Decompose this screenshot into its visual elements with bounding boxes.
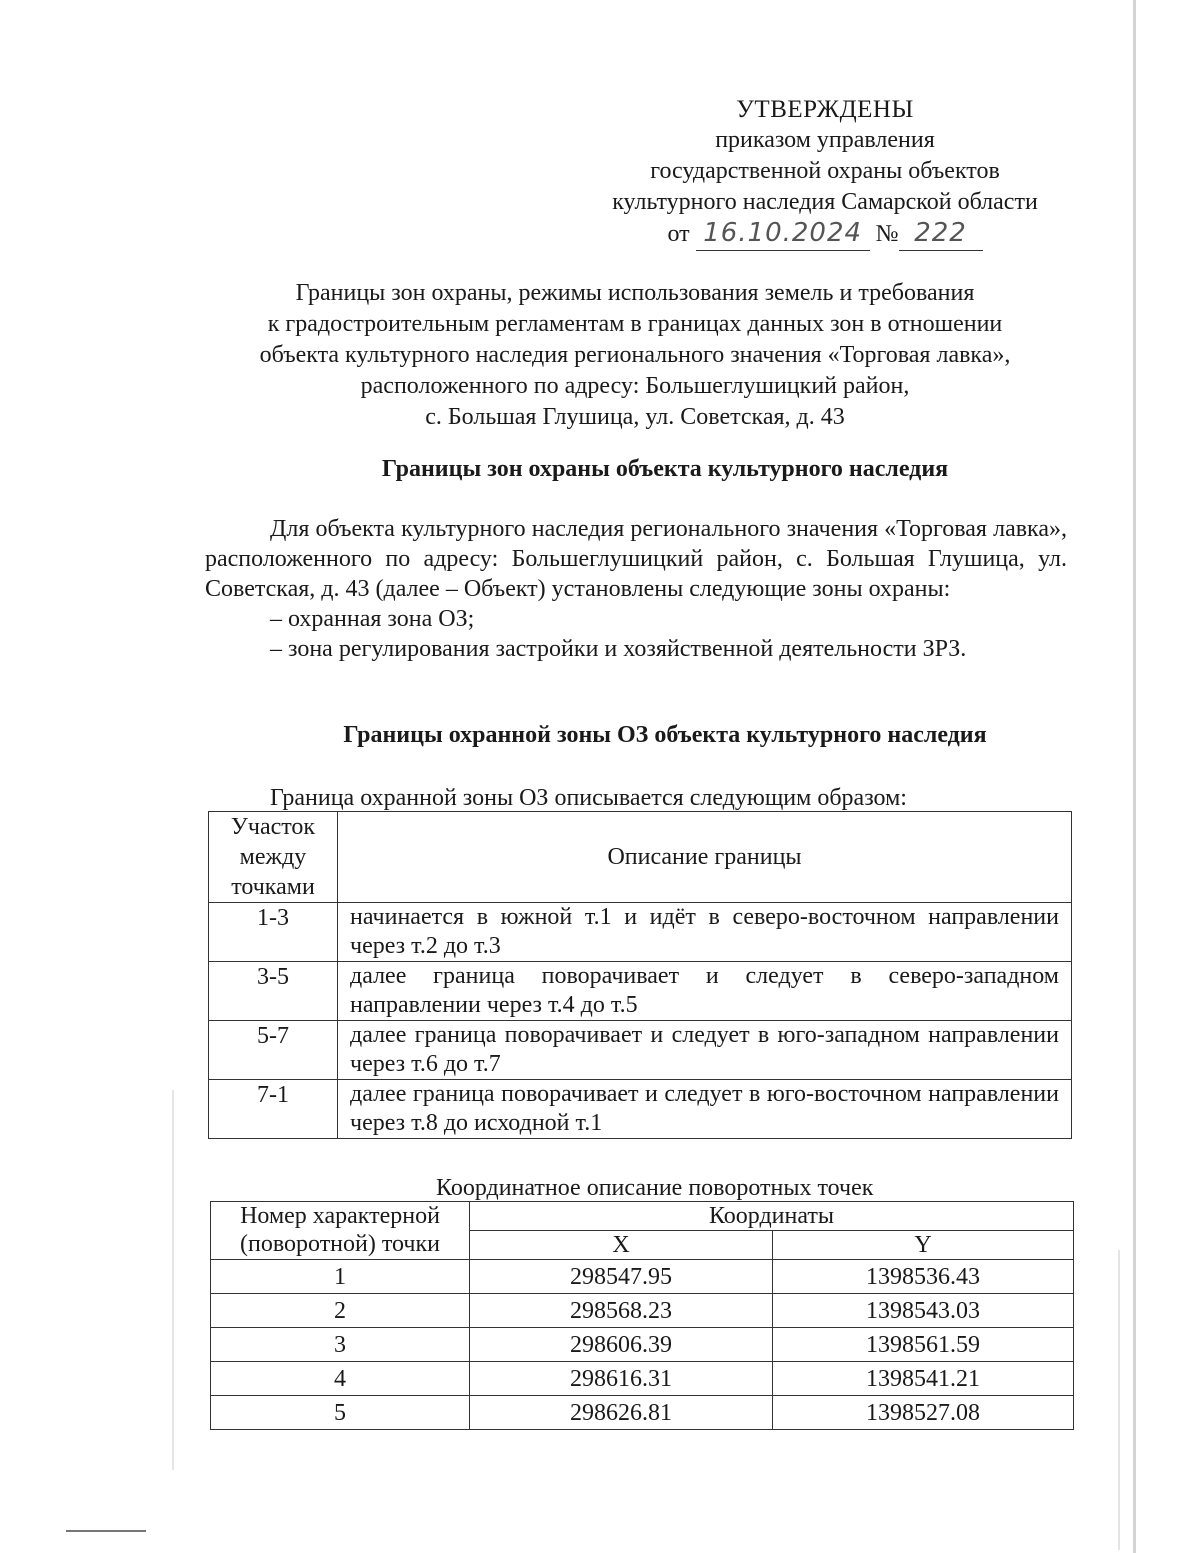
coordinates-table-caption: Координатное описание поворотных точек xyxy=(436,1175,874,1201)
intro-paragraph: Для объекта культурного наследия регионального значения «Торговая лавка», расположенного по адресу: Большеглушицкий район, с. Большая Глушица, ул. Советская, д. 43 (далее – Объект) установлены следующие зоны охраны: xyxy=(205,516,1067,602)
point-cell: 5 xyxy=(211,1396,470,1430)
title-line-1: Границы зон охраны, режимы использования земель и требования xyxy=(295,280,975,306)
scan-edge-line xyxy=(1133,0,1136,1553)
segment-cell: 5-7 xyxy=(209,1021,338,1080)
table-row xyxy=(211,1362,1074,1396)
x-cell: 298626.81 xyxy=(470,1396,773,1430)
handwritten-date: 16.10.2024 xyxy=(703,218,863,248)
header-point-number: Номер характерной (поворотной) точки xyxy=(211,1202,470,1260)
header-description: Описание границы xyxy=(338,812,1072,903)
table-row xyxy=(209,1021,1072,1080)
description-cell: начинается в южной т.1 и идёт в северо-восточном направлении через т.2 до т.3 xyxy=(338,903,1072,962)
table-row xyxy=(211,1294,1074,1328)
table-header-row xyxy=(211,1202,1074,1231)
table-header-row xyxy=(209,812,1072,903)
number-label: № xyxy=(875,221,899,247)
scan-artifact-line xyxy=(172,1090,174,1470)
y-cell: 1398527.08 xyxy=(773,1396,1074,1430)
approval-line-3: культурного наследия Самарской области xyxy=(612,189,1038,215)
header-x: X xyxy=(470,1231,773,1260)
segment-cell: 1-3 xyxy=(209,903,338,962)
title-line-3: объекта культурного наследия регионального значения «Торговая лавка», xyxy=(259,342,1011,368)
zone-list-item: – охранная зона ОЗ; xyxy=(270,606,475,632)
header-coordinates: Координаты xyxy=(470,1202,1074,1231)
point-cell: 3 xyxy=(211,1328,470,1362)
scan-edge-line-secondary xyxy=(1118,1250,1120,1550)
table-row xyxy=(209,962,1072,1021)
point-cell: 1 xyxy=(211,1260,470,1294)
heading-protection-zones: Границы зон охраны объекта культурного наследия xyxy=(381,456,949,482)
x-cell: 298568.23 xyxy=(470,1294,773,1328)
point-cell: 2 xyxy=(211,1294,470,1328)
y-cell: 1398561.59 xyxy=(773,1328,1074,1362)
document-title xyxy=(205,278,1065,433)
zone-list-item: – зона регулирования застройки и хозяйственной деятельности ЗРЗ. xyxy=(270,636,967,662)
boundary-table-caption: Граница охранной зоны ОЗ описывается следующим образом: xyxy=(270,785,907,811)
y-cell: 1398536.43 xyxy=(773,1260,1074,1294)
description-cell: далее граница поворачивает и следует в юго-западном направлении через т.6 до т.7 xyxy=(338,1021,1072,1080)
title-line-5: с. Большая Глушица, ул. Советская, д. 43 xyxy=(425,404,845,430)
boundary-description-table xyxy=(208,811,1072,1139)
table-row xyxy=(209,1080,1072,1139)
approval-line-2: государственной охраны объектов xyxy=(650,158,1000,184)
y-cell: 1398541.21 xyxy=(773,1362,1074,1396)
coordinates-table xyxy=(210,1201,1074,1430)
header-segment: Участок между точками xyxy=(209,812,338,903)
from-label: от xyxy=(667,221,690,247)
x-cell: 298547.95 xyxy=(470,1260,773,1294)
segment-cell: 3-5 xyxy=(209,962,338,1021)
number-field xyxy=(899,218,983,251)
date-field xyxy=(696,218,870,251)
title-line-4: расположенного по адресу: Большеглушицкий район, xyxy=(360,373,910,399)
table-row xyxy=(211,1328,1074,1362)
table-row xyxy=(211,1396,1074,1430)
scan-artifact-bottom xyxy=(66,1530,146,1532)
x-cell: 298616.31 xyxy=(470,1362,773,1396)
title-line-2: к градостроительным регламентам в границах данных зон в отношении xyxy=(267,311,1003,337)
intro-text xyxy=(205,514,1067,664)
approval-block xyxy=(560,94,1090,251)
approval-line-1: приказом управления xyxy=(715,127,935,153)
description-cell: далее граница поворачивает и следует в северо-западном направлении через т.4 до т.5 xyxy=(338,962,1072,1021)
description-cell: далее граница поворачивает и следует в юго-восточном направлении через т.8 до исходной т.1 xyxy=(338,1080,1072,1139)
handwritten-number: 222 xyxy=(914,218,967,248)
header-y: Y xyxy=(773,1231,1074,1260)
table-row xyxy=(211,1260,1074,1294)
heading-oz-boundaries: Границы охранной зоны ОЗ объекта культурного наследия xyxy=(343,722,987,748)
approval-title: УТВЕРЖДЕНЫ xyxy=(736,96,914,123)
approval-date-number xyxy=(560,218,1090,251)
y-cell: 1398543.03 xyxy=(773,1294,1074,1328)
table-row xyxy=(209,903,1072,962)
x-cell: 298606.39 xyxy=(470,1328,773,1362)
segment-cell: 7-1 xyxy=(209,1080,338,1139)
point-cell: 4 xyxy=(211,1362,470,1396)
